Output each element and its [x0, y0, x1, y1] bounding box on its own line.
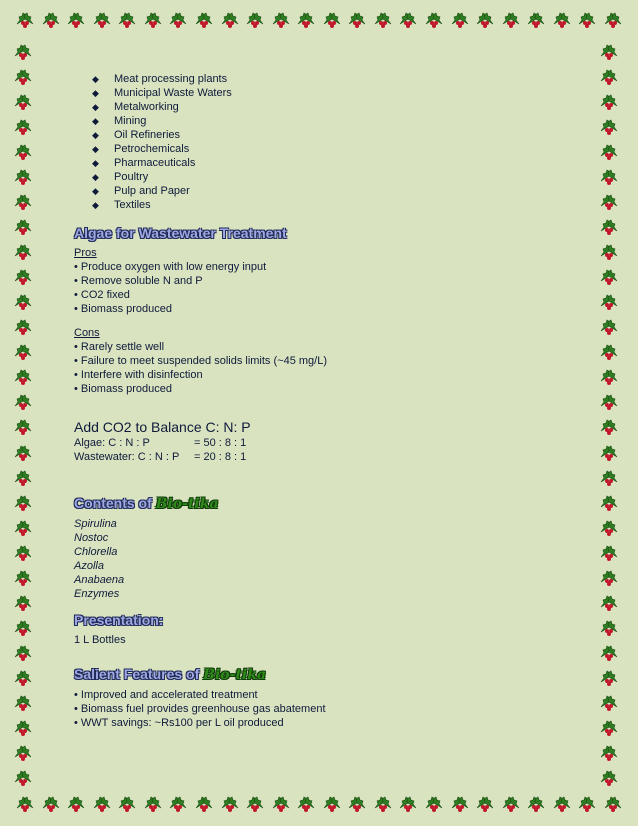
cons-item: • Biomass produced [74, 383, 173, 395]
holly-leaf-icon [598, 165, 620, 187]
cons-item: • Failure to meet suspended solids limits (~45 mg/L) [74, 355, 327, 367]
holly-leaf-icon [12, 516, 34, 538]
holly-leaf-icon [602, 792, 624, 814]
list-item: ◆ Pharmaceuticals [92, 157, 196, 169]
holly-leaf-icon [167, 8, 189, 30]
holly-leaf-icon [14, 8, 36, 30]
holly-leaf-icon [116, 792, 138, 814]
list-item: ◆ Textiles [92, 199, 151, 211]
holly-leaf-icon [525, 8, 547, 30]
holly-leaf-icon [551, 792, 573, 814]
holly-leaf-icon [602, 8, 624, 30]
holly-leaf-icon [12, 541, 34, 563]
holly-leaf-icon [12, 591, 34, 613]
contents-title: Contents of Bio-tika [74, 495, 219, 512]
holly-leaf-icon [12, 65, 34, 87]
algae-section-title: Algae for Wastewater Treatment [74, 225, 287, 241]
holly-leaf-icon [12, 240, 34, 262]
holly-leaf-icon [295, 792, 317, 814]
presentation-text: 1 L Bottles [74, 634, 126, 646]
holly-leaf-icon [12, 716, 34, 738]
holly-leaf-icon [167, 792, 189, 814]
contents-item: Chlorella [74, 546, 118, 558]
holly-leaf-icon [598, 591, 620, 613]
list-item: ◆ Meat processing plants [92, 73, 228, 85]
holly-leaf-icon [598, 390, 620, 412]
holly-leaf-icon [598, 716, 620, 738]
holly-leaf-icon [598, 315, 620, 337]
holly-leaf-icon [346, 792, 368, 814]
holly-leaf-icon [598, 65, 620, 87]
holly-leaf-icon [598, 541, 620, 563]
holly-leaf-icon [598, 290, 620, 312]
brand-name: Bio-tika [155, 496, 219, 512]
salient-title: Salient Features of Bio-tika [74, 666, 267, 683]
holly-leaf-icon [12, 466, 34, 488]
holly-leaf-icon [12, 415, 34, 437]
holly-leaf-icon [12, 340, 34, 362]
holly-leaf-icon [598, 240, 620, 262]
holly-leaf-icon [40, 792, 62, 814]
holly-leaf-icon [423, 792, 445, 814]
holly-leaf-icon [12, 190, 34, 212]
holly-leaf-icon [598, 40, 620, 62]
holly-leaf-icon [449, 792, 471, 814]
holly-leaf-icon [12, 441, 34, 463]
holly-leaf-icon [12, 40, 34, 62]
holly-leaf-icon [598, 691, 620, 713]
holly-leaf-icon [12, 290, 34, 312]
holly-leaf-icon [142, 8, 164, 30]
holly-leaf-icon [244, 8, 266, 30]
holly-leaf-icon [551, 8, 573, 30]
border-right [598, 40, 626, 788]
holly-leaf-icon [219, 8, 241, 30]
pros-item: • Produce oxygen with low energy input [74, 261, 267, 273]
list-item: ◆ Poultry [92, 171, 149, 183]
holly-leaf-icon [65, 792, 87, 814]
holly-leaf-icon [12, 165, 34, 187]
cons-item: • Interfere with disinfection [74, 369, 203, 381]
holly-leaf-icon [598, 466, 620, 488]
holly-leaf-icon [598, 115, 620, 137]
holly-leaf-icon [598, 415, 620, 437]
list-item: ◆ Mining [92, 115, 147, 127]
pros-heading: Pros [74, 247, 97, 259]
holly-leaf-icon [598, 616, 620, 638]
holly-leaf-icon [244, 792, 266, 814]
holly-leaf-icon [12, 365, 34, 387]
holly-leaf-icon [295, 8, 317, 30]
holly-leaf-icon [598, 641, 620, 663]
holly-leaf-icon [500, 792, 522, 814]
holly-leaf-icon [397, 8, 419, 30]
holly-leaf-icon [116, 8, 138, 30]
list-item: ◆ Metalworking [92, 101, 179, 113]
holly-leaf-icon [142, 792, 164, 814]
border-top [14, 8, 624, 36]
presentation-title: Presentation: [74, 612, 164, 628]
holly-leaf-icon [270, 792, 292, 814]
holly-leaf-icon [576, 8, 598, 30]
holly-leaf-icon [525, 792, 547, 814]
holly-leaf-icon [12, 265, 34, 287]
contents-item: Azolla [74, 560, 104, 572]
holly-leaf-icon [598, 491, 620, 513]
holly-leaf-icon [397, 792, 419, 814]
holly-leaf-icon [14, 792, 36, 814]
holly-leaf-icon [598, 340, 620, 362]
pros-item: • Remove soluble N and P [74, 275, 203, 287]
holly-leaf-icon [270, 8, 292, 30]
holly-leaf-icon [12, 90, 34, 112]
holly-leaf-icon [91, 8, 113, 30]
salient-item: • Improved and accelerated treatment [74, 689, 258, 701]
holly-leaf-icon [598, 516, 620, 538]
holly-leaf-icon [346, 8, 368, 30]
holly-leaf-icon [598, 140, 620, 162]
list-item: ◆ Pulp and Paper [92, 185, 190, 197]
balance-row: Wastewater: C : N : P = 20 : 8 : 1 [74, 451, 247, 463]
list-item: ◆ Oil Refineries [92, 129, 181, 141]
holly-leaf-icon [372, 8, 394, 30]
holly-leaf-icon [12, 315, 34, 337]
holly-leaf-icon [598, 265, 620, 287]
holly-leaf-icon [12, 140, 34, 162]
holly-leaf-icon [598, 190, 620, 212]
balance-row: Algae: C : N : P = 50 : 8 : 1 [74, 437, 247, 449]
balance-heading: Add CO2 to Balance C: N: P [74, 419, 251, 435]
pros-item: • Biomass produced [74, 303, 173, 315]
holly-leaf-icon [576, 792, 598, 814]
contents-item: Nostoc [74, 532, 109, 544]
holly-leaf-icon [598, 441, 620, 463]
holly-leaf-icon [474, 8, 496, 30]
document-body [74, 72, 574, 730]
holly-leaf-icon [219, 792, 241, 814]
list-item: ◆ Municipal Waste Waters [92, 87, 232, 99]
holly-leaf-icon [12, 691, 34, 713]
holly-leaf-icon [598, 90, 620, 112]
holly-leaf-icon [91, 792, 113, 814]
holly-leaf-icon [598, 566, 620, 588]
holly-leaf-icon [12, 741, 34, 763]
holly-leaf-icon [598, 666, 620, 688]
cons-heading: Cons [74, 327, 100, 339]
contents-item: Spirulina [74, 518, 117, 530]
brand-name: Bio-tika [203, 667, 267, 683]
holly-leaf-icon [12, 215, 34, 237]
holly-leaf-icon [321, 792, 343, 814]
holly-leaf-icon [12, 491, 34, 513]
holly-leaf-icon [598, 741, 620, 763]
holly-leaf-icon [372, 792, 394, 814]
contents-item: Anabaena [74, 574, 125, 586]
holly-leaf-icon [598, 365, 620, 387]
border-left [12, 40, 40, 788]
holly-leaf-icon [598, 215, 620, 237]
holly-leaf-icon [193, 8, 215, 30]
salient-item: • WWT savings: ~Rs100 per L oil produced [74, 717, 284, 729]
pros-item: • CO2 fixed [74, 289, 130, 301]
holly-leaf-icon [12, 641, 34, 663]
holly-leaf-icon [12, 616, 34, 638]
holly-leaf-icon [500, 8, 522, 30]
contents-item: Enzymes [74, 588, 120, 600]
holly-leaf-icon [40, 8, 62, 30]
holly-leaf-icon [321, 8, 343, 30]
holly-leaf-icon [65, 8, 87, 30]
holly-leaf-icon [12, 390, 34, 412]
holly-leaf-icon [12, 115, 34, 137]
holly-leaf-icon [12, 666, 34, 688]
holly-leaf-icon [12, 566, 34, 588]
holly-leaf-icon [12, 766, 34, 788]
holly-leaf-icon [423, 8, 445, 30]
holly-leaf-icon [598, 766, 620, 788]
industry-list [74, 72, 574, 212]
cons-item: • Rarely settle well [74, 341, 165, 353]
holly-leaf-icon [474, 792, 496, 814]
holly-leaf-icon [193, 792, 215, 814]
list-item: ◆ Petrochemicals [92, 143, 190, 155]
salient-item: • Biomass fuel provides greenhouse gas abatement [74, 703, 326, 715]
holly-leaf-icon [449, 8, 471, 30]
border-bottom [14, 792, 624, 820]
